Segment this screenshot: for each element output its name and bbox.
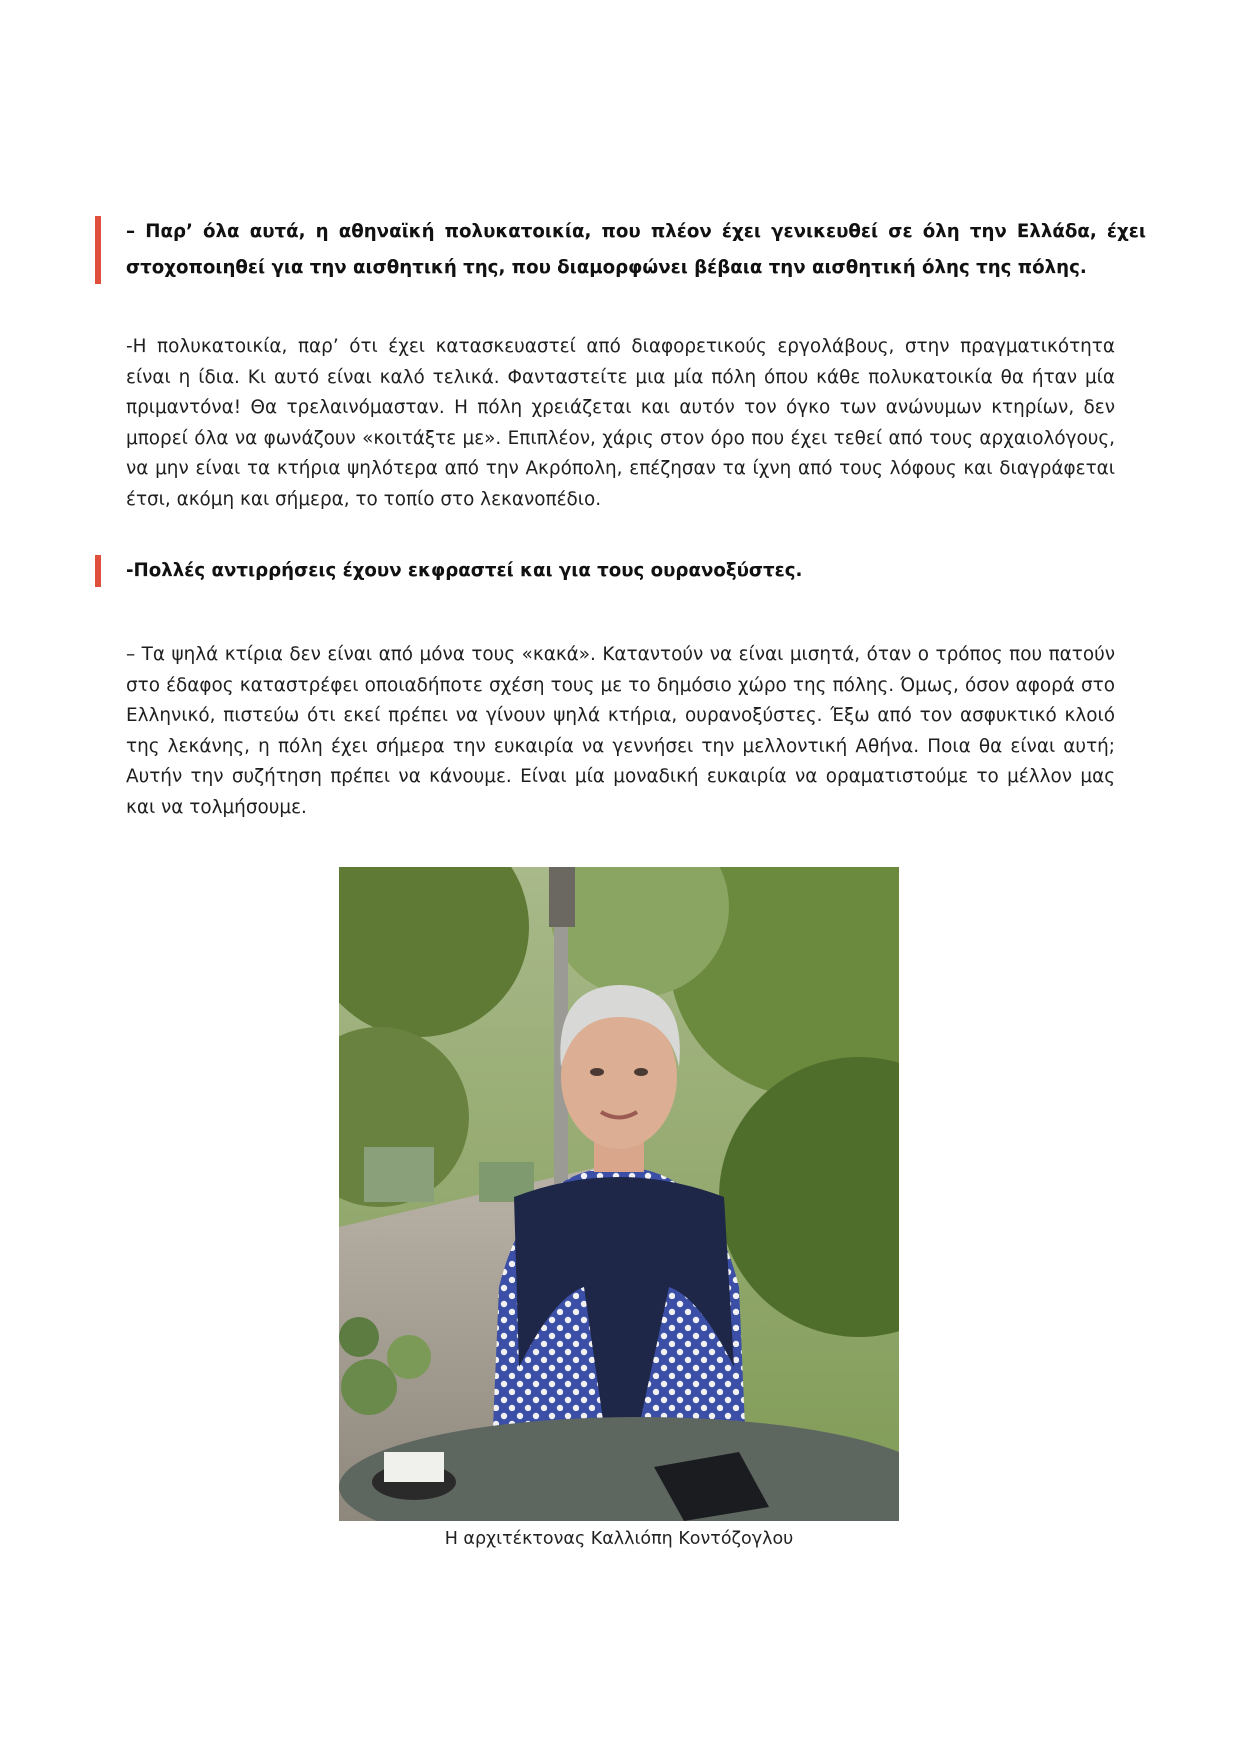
question-1 (95, 214, 1146, 286)
question-1-text: – Παρ’ όλα αυτά, η αθηναϊκή πολυκατοικία, που πλέον έχει γενικευθεί σε όλη την Ελλάδα, έχει στοχοποιηθεί για την αισθητική της, που διαμορφώνει βέβαια την αισθητική όλης της πόλης. (126, 221, 1146, 278)
question-accent-bar (95, 216, 101, 284)
portrait-photo (339, 867, 899, 1521)
answer-1: -Η πολυκατοικία, παρ’ ότι έχει κατασκευαστεί από διαφορετικούς εργολάβους, στην πραγματικότητα είναι η ίδια. Κι αυτό είναι καλό τελικά. Φανταστείτε μια μία πόλη όπου κάθε πολυκατοικία θα ήταν μία πριμαντόνα! Θα τρελαινόμασταν. Η πόλη χρειάζεται και αυτόν τον όγκο των ανώνυμων κτηρίων, δεν μπορεί όλα να φωνάζουν «κοιτάξτε με». Επιπλέον, χάρις στον όρο που έχει τεθεί από τους αρχαιολόγους, να μην είναι τα κτήρια ψηλότερα από την Ακρόπολη, επέζησαν τα ίχνη από τους λόφους και διαγράφεται έτσι, ακόμη και σήμερα, το τοπίο στο λεκανοπέδιο. (126, 336, 1115, 510)
answer-2: – Τα ψηλά κτίρια δεν είναι από μόνα τους «κακά». Καταντούν να είναι μισητά, όταν ο τρόπος που πατούν στο έδαφος καταστρέφει οποιαδήποτε σχέση τους με το δημόσιο χώρο της πόλης. Όμως, όσον αφορά στο Ελληνικό, πιστεύω ότι εκεί πρέπει να γίνουν ψηλά κτήρια, ουρανοξύστες. Έξω από τον ασφυκτικό κλοιό της λεκάνης, η πόλη έχει σήμερα την ευκαιρία να γεννήσει την μελλοντική Αθήνα. Ποια θα είναι αυτή; Αυτήν την συζήτηση πρέπει να κάνουμε. Είναι μία μοναδική ευκαιρία να οραματιστούμε το μέλλον μας και να τολμήσουμε. (126, 644, 1115, 818)
question-accent-bar (95, 555, 101, 587)
question-2 (95, 553, 1146, 589)
question-2-text: -Πολλές αντιρρήσεις έχουν εκφραστεί και για τους ουρανοξύστες. (126, 560, 803, 581)
photo-caption: Η αρχιτέκτονας Καλλιόπη Κοντόζογλου (444, 1529, 794, 1549)
